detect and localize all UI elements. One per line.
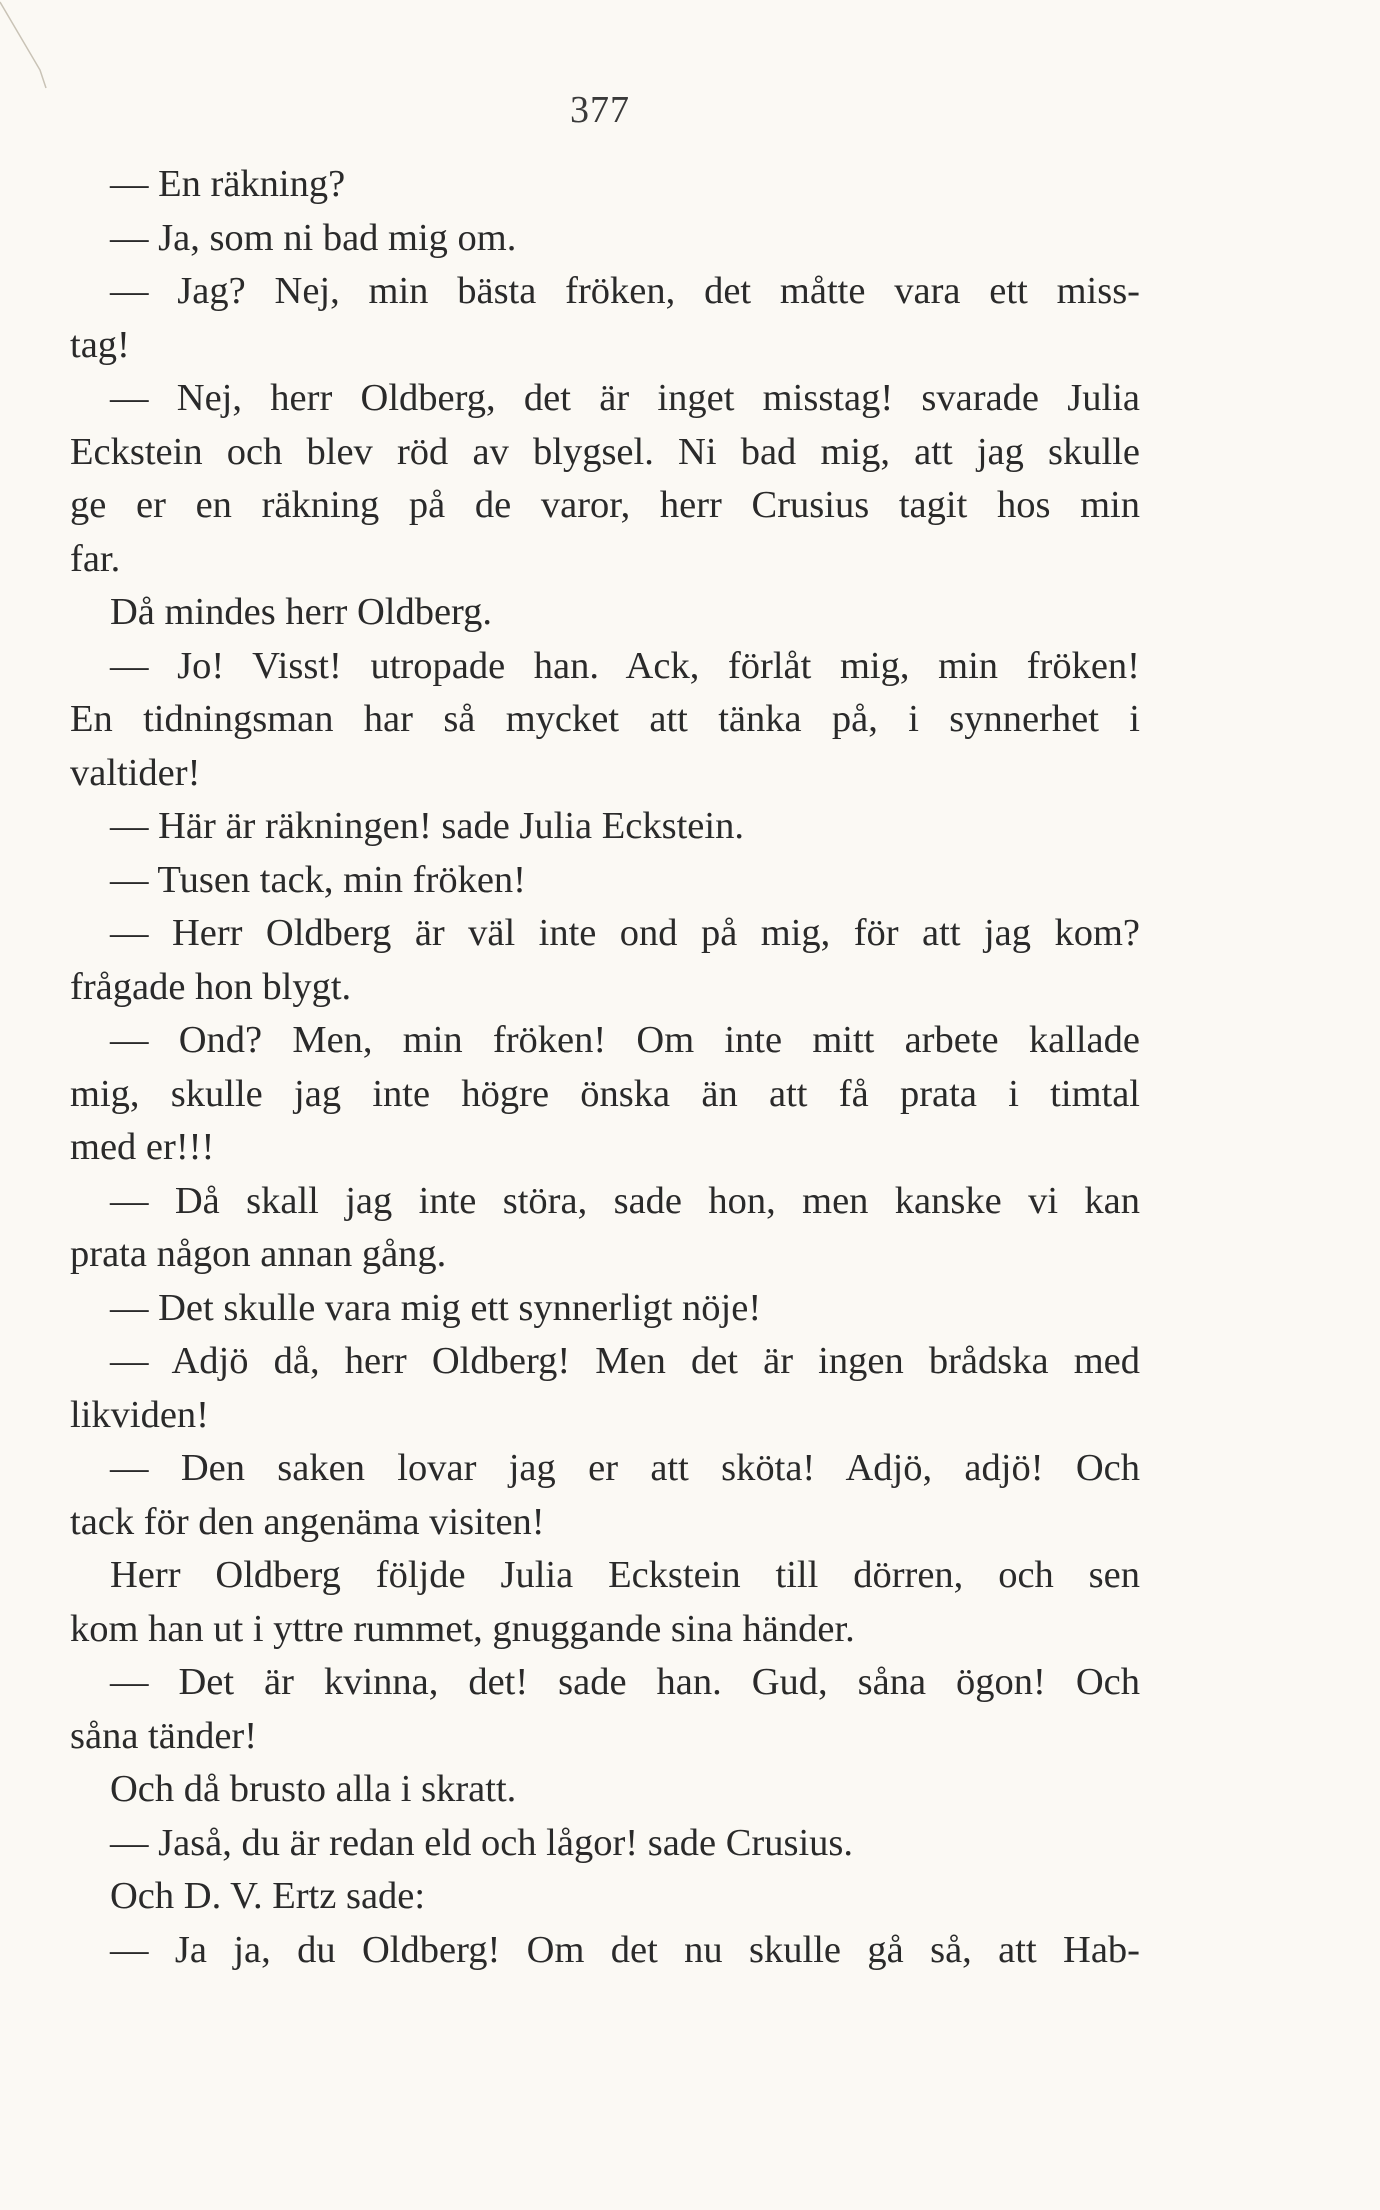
text-line: såna tänder! [70,1714,258,1757]
text-line: — Adjö då, herr Oldberg! Men det är ingen brådska med [110,1340,1140,1382]
text-line: mig, skulle jag inte högre önska än att få prata i timtal [70,1072,1140,1115]
text-line: — Nej, herr Oldberg, det är inget misstag! svarade Julia [110,377,1140,419]
text-line: — Den saken lovar jag er att sköta! Adjö, adjö! Och [110,1447,1140,1489]
body-text [70,158,1140,1977]
text-line: — En räkning? [110,163,346,205]
text-line: — Ond? Men, min fröken! Om inte mitt arbete kallade [110,1019,1140,1061]
text-line: Eckstein och blev röd av blygsel. Ni bad mig, att jag skulle [70,430,1140,473]
text-line: med er!!! [70,1126,215,1168]
text-line: — Jag? Nej, min bästa fröken, det måtte vara ett miss- [110,270,1140,312]
text-line: tag! [70,323,130,366]
text-line: Herr Oldberg följde Julia Eckstein till dörren, och sen [110,1554,1140,1596]
page-number: 377 [570,89,630,131]
text-line: Och då brusto alla i skratt. [110,1768,517,1810]
text-line: — Herr Oldberg är väl inte ond på mig, för att jag kom? [110,912,1140,954]
text-line: valtider! [70,751,201,794]
text-line: — Jo! Visst! utropade han. Ack, förlåt mig, min fröken! [110,644,1140,687]
text-line: likviden! [70,1393,209,1436]
text-line: — Ja, som ni bad mig om. [110,216,517,259]
text-line: — Tusen tack, min fröken! [110,858,526,901]
text-line: — Ja ja, du Oldberg! Om det nu skulle gå så, att Hab- [110,1928,1140,1971]
text-line: En tidningsman har så mycket att tänka på, i synnerhet i [70,698,1140,740]
text-line: — Det skulle vara mig ett synnerligt nöje! [110,1286,762,1329]
text-line: tack för den angenäma visiten! [70,1500,545,1543]
text-line: far. [70,537,121,580]
text-line: — Här är räkningen! sade Julia Eckstein. [110,805,744,847]
text-line: Då mindes herr Oldberg. [110,591,493,633]
text-line: ge er en räkning på de varor, herr Crusius tagit hos min [70,484,1140,526]
text-line: — Det är kvinna, det! sade han. Gud, såna ögon! Och [110,1661,1140,1703]
text-line: kom han ut i yttre rummet, gnuggande sina händer. [70,1607,855,1650]
text-line: frågade hon blygt. [70,965,352,1008]
text-line: — Då skall jag inte störa, sade hon, men kanske vi kan [110,1179,1140,1222]
text-line: Och D. V. Ertz sade: [110,1875,426,1917]
text-line: prata någon annan gång. [70,1233,447,1275]
text-line: — Jaså, du är redan eld och lågor! sade Crusius. [110,1821,854,1864]
